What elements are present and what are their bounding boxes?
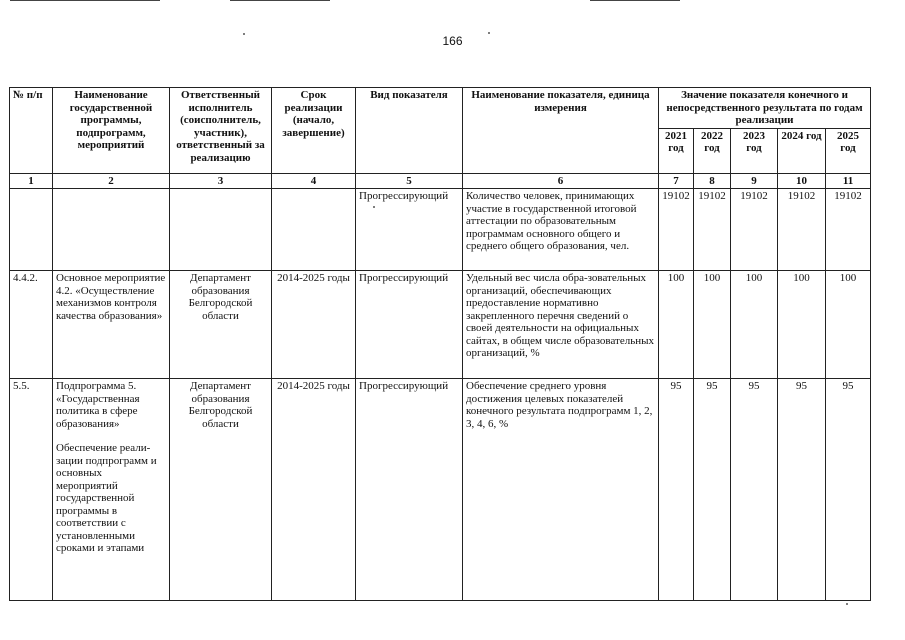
- row-name: Основное мероприятие 4.2. «Осуществление механизмов контроля качества образования»: [53, 271, 170, 379]
- table-row: [10, 189, 871, 271]
- column-number: 8: [694, 173, 731, 189]
- column-number: 7: [659, 173, 694, 189]
- table-row: [10, 271, 871, 379]
- column-number: 11: [826, 173, 871, 189]
- table-row: [10, 379, 871, 601]
- header-period: Срок реализации (начало, завершение): [272, 88, 356, 174]
- scan-speck: [373, 206, 375, 208]
- row-name-cell: [53, 379, 170, 601]
- scan-speck: [488, 32, 490, 34]
- column-number-row: [10, 173, 871, 189]
- row-period: 2014-2025 годы: [272, 271, 356, 379]
- header-values-group: Значение показателя конечного и непосредственного результата по годам реализации: [659, 88, 871, 129]
- column-number: 10: [778, 173, 826, 189]
- row-value: 100: [659, 271, 694, 379]
- row-indicator-name: Количество человек, принимающих участие в государственной итоговой аттестации по образовательным программам основного общего и среднего общего образования, чел.: [463, 189, 659, 271]
- row-period: 2014-2025 годы: [272, 379, 356, 601]
- row-value: 95: [826, 379, 871, 601]
- scan-edge-line: [230, 0, 330, 1]
- row-value: 19102: [731, 189, 778, 271]
- row-name: Подпрограмма 5. «Государственная политика в сфере образования»: [56, 380, 140, 430]
- row-executor: Департамент образования Белгородской области: [170, 271, 272, 379]
- row-value: 100: [731, 271, 778, 379]
- program-table: [9, 87, 871, 601]
- row-num: 5.5.: [10, 379, 53, 601]
- column-number: 5: [356, 173, 463, 189]
- row-period: [272, 189, 356, 271]
- header-indicator-name: Наименование показателя, единица измерения: [463, 88, 659, 174]
- header-row: [10, 88, 871, 129]
- row-indicator-name: Обеспечение среднего уровня достижения целевых показателей конечного результата подпрограмм 1, 2, 3, 4, 6, %: [463, 379, 659, 601]
- row-indicator-type: Прогрессирующий: [356, 271, 463, 379]
- row-num: [10, 189, 53, 271]
- scan-speck: [243, 33, 245, 35]
- header-year: 2022 год: [694, 128, 731, 173]
- page-number: 166: [442, 34, 463, 48]
- column-number: 4: [272, 173, 356, 189]
- scan-edge-line: [590, 0, 680, 1]
- header-year: 2025 год: [826, 128, 871, 173]
- header-name: Наименование государственной программы, подпрограмм, мероприятий: [53, 88, 170, 174]
- row-name: [53, 189, 170, 271]
- column-number: 2: [53, 173, 170, 189]
- row-executor: Департамент образования Белгородской области: [170, 379, 272, 601]
- row-value: 19102: [778, 189, 826, 271]
- column-number: 9: [731, 173, 778, 189]
- row-value: 95: [778, 379, 826, 601]
- header-year: 2023 год: [731, 128, 778, 173]
- row-value: 19102: [659, 189, 694, 271]
- row-value: 95: [694, 379, 731, 601]
- header-executor: Ответственный исполнитель (соисполнитель, участник), ответственный за реализацию: [170, 88, 272, 174]
- row-value: 95: [659, 379, 694, 601]
- row-value: 19102: [694, 189, 731, 271]
- header-indicator-type: Вид показателя: [356, 88, 463, 174]
- row-value: 19102: [826, 189, 871, 271]
- column-number: 3: [170, 173, 272, 189]
- header-num: № п/п: [10, 88, 53, 174]
- row-executor: [170, 189, 272, 271]
- header-year: 2024 год: [778, 128, 826, 173]
- column-number: 6: [463, 173, 659, 189]
- row-num: 4.4.2.: [10, 271, 53, 379]
- row-value: 100: [694, 271, 731, 379]
- row-value: 95: [731, 379, 778, 601]
- row-value: 100: [826, 271, 871, 379]
- row-indicator-type: Прогрессирующий: [356, 189, 463, 271]
- header-year: 2021 год: [659, 128, 694, 173]
- row-name-extra: Обеспечение реали-зации подпрограмм и основных мероприятий государственной программы в соответствии с установленными сроками и этапами: [56, 442, 157, 554]
- row-value: 100: [778, 271, 826, 379]
- row-indicator-type: Прогрессирующий: [356, 379, 463, 601]
- row-indicator-name: Удельный вес числа обра-зовательных организаций, обеспечивающих предоставление нормативно закрепленного перечня сведений о своей деятельности на официальных сайтах, в общем числе образовательных организаций, %: [463, 271, 659, 379]
- scan-speck: [846, 603, 848, 605]
- column-number: 1: [10, 173, 53, 189]
- scan-edge-line: [10, 0, 160, 1]
